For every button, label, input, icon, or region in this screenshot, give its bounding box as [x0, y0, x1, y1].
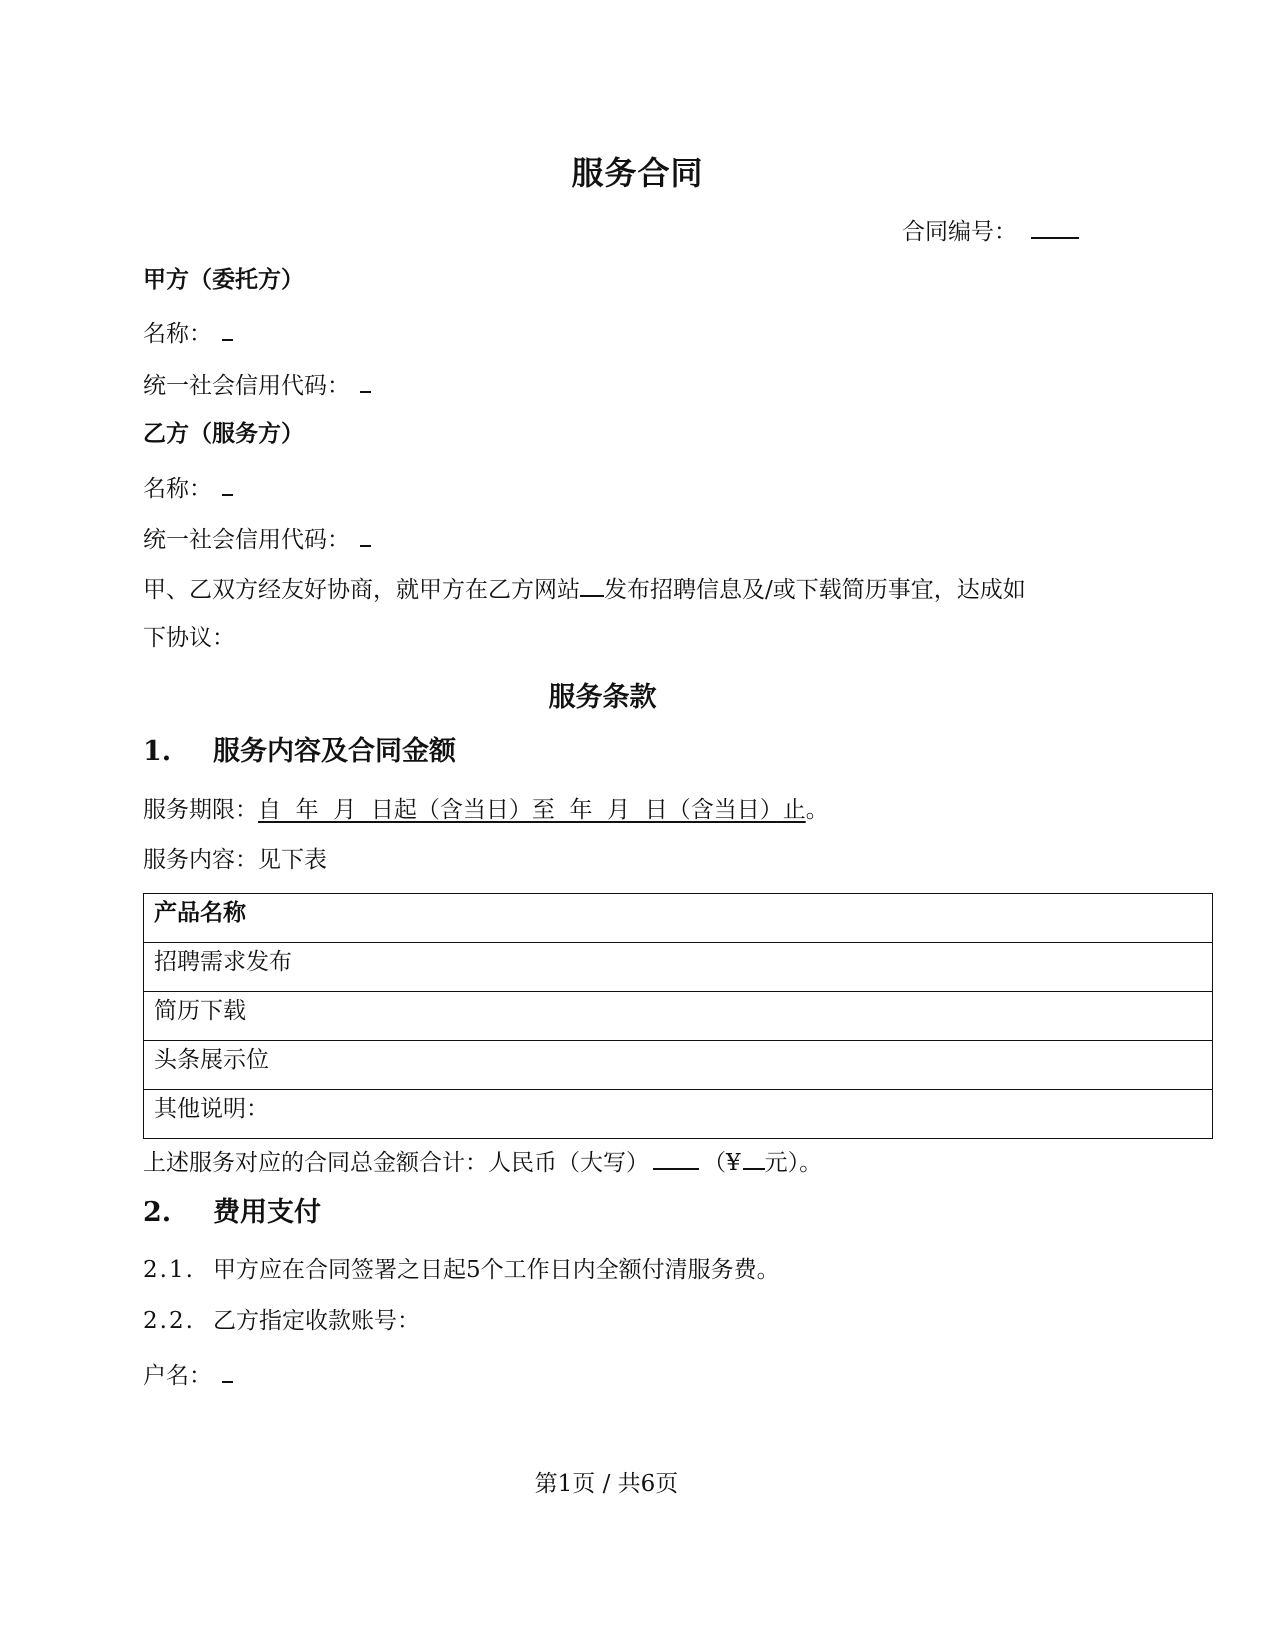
account-name-label: 户名： — [143, 1363, 212, 1389]
contract-number — [902, 213, 1079, 248]
account-name — [143, 1357, 233, 1392]
intro-line-2: 下协议： — [143, 625, 235, 651]
party-a-name-blank — [222, 315, 233, 341]
party-a-credit-code-blank — [360, 367, 371, 393]
table-row — [144, 943, 1213, 992]
party-b-name-label: 名称： — [143, 476, 212, 502]
section-2-number: 2. — [143, 1197, 172, 1228]
amount-words-blank — [653, 1144, 699, 1170]
intro-text-1: 甲、乙双方经友好协商，就甲方在乙方网站 — [143, 577, 580, 603]
document-title: 服务合同 — [571, 154, 704, 192]
total-amount-text-3: 元）。 — [764, 1150, 823, 1176]
party-a-credit-code — [143, 367, 371, 402]
terms-heading: 服务条款 — [548, 682, 657, 713]
service-table — [143, 893, 1213, 1139]
party-a-heading: 甲方（委托方） — [143, 266, 304, 293]
section-1-number: 1. — [143, 736, 172, 767]
table-header-row — [144, 894, 1213, 943]
party-a-name — [143, 315, 233, 350]
table-cell: 招聘需求发布 — [144, 943, 1213, 992]
total-amount-text-2: （¥ — [703, 1150, 741, 1176]
clause-2-2-text: 乙方指定收款账号： — [213, 1308, 420, 1334]
party-b-credit-code-blank — [360, 521, 371, 547]
table-cell: 简历下载 — [144, 992, 1213, 1041]
party-b-credit-code-label: 统一社会信用代码： — [143, 527, 350, 553]
table-row — [144, 1041, 1213, 1090]
service-period-value: 自 年 月 日起（含当日）至 年 月 日（含当日）止 — [258, 797, 806, 823]
section-2-heading — [143, 1195, 321, 1231]
party-a-name-label: 名称： — [143, 321, 212, 347]
contract-number-blank — [1031, 213, 1079, 239]
clause-2-1-text: 甲方应在合同签署之日起5个工作日内全额付清服务费。 — [213, 1257, 780, 1283]
intro-line-1 — [143, 571, 1026, 606]
section-1-heading — [143, 734, 456, 770]
table-row — [144, 992, 1213, 1041]
account-name-blank — [222, 1357, 233, 1383]
service-content-label: 服务内容：见下表 — [143, 847, 327, 873]
service-period-end: 。 — [805, 797, 829, 823]
page-number: 第1页 / 共6页 — [534, 1471, 679, 1497]
party-b-name — [143, 470, 233, 505]
table-cell: 其他说明： — [144, 1090, 1213, 1139]
section-2-title: 费用支付 — [213, 1197, 321, 1228]
intro-text-2: 发布招聘信息及/或下载简历事宜，达成如 — [604, 577, 1026, 603]
total-amount — [143, 1144, 822, 1179]
clause-2-1 — [143, 1254, 780, 1286]
amount-number-blank — [743, 1144, 765, 1170]
contract-number-label: 合同编号： — [902, 219, 1017, 245]
party-a-credit-code-label: 统一社会信用代码： — [143, 373, 350, 399]
clause-2-2-number: 2.2. — [143, 1308, 195, 1334]
table-header-cell: 产品名称 — [144, 894, 1213, 943]
clause-2-1-number: 2.1. — [143, 1257, 195, 1283]
table-row — [144, 1090, 1213, 1139]
total-amount-text-1: 上述服务对应的合同总金额合计：人民币（大写） — [143, 1150, 649, 1176]
service-period — [143, 794, 829, 826]
website-blank — [580, 571, 604, 597]
section-1-title: 服务内容及合同金额 — [213, 736, 456, 767]
service-period-label: 服务期限： — [143, 797, 258, 823]
party-b-credit-code — [143, 521, 371, 556]
party-b-heading: 乙方（服务方） — [143, 420, 304, 447]
table-cell: 头条展示位 — [144, 1041, 1213, 1090]
clause-2-2 — [143, 1305, 420, 1337]
party-b-name-blank — [222, 470, 233, 496]
